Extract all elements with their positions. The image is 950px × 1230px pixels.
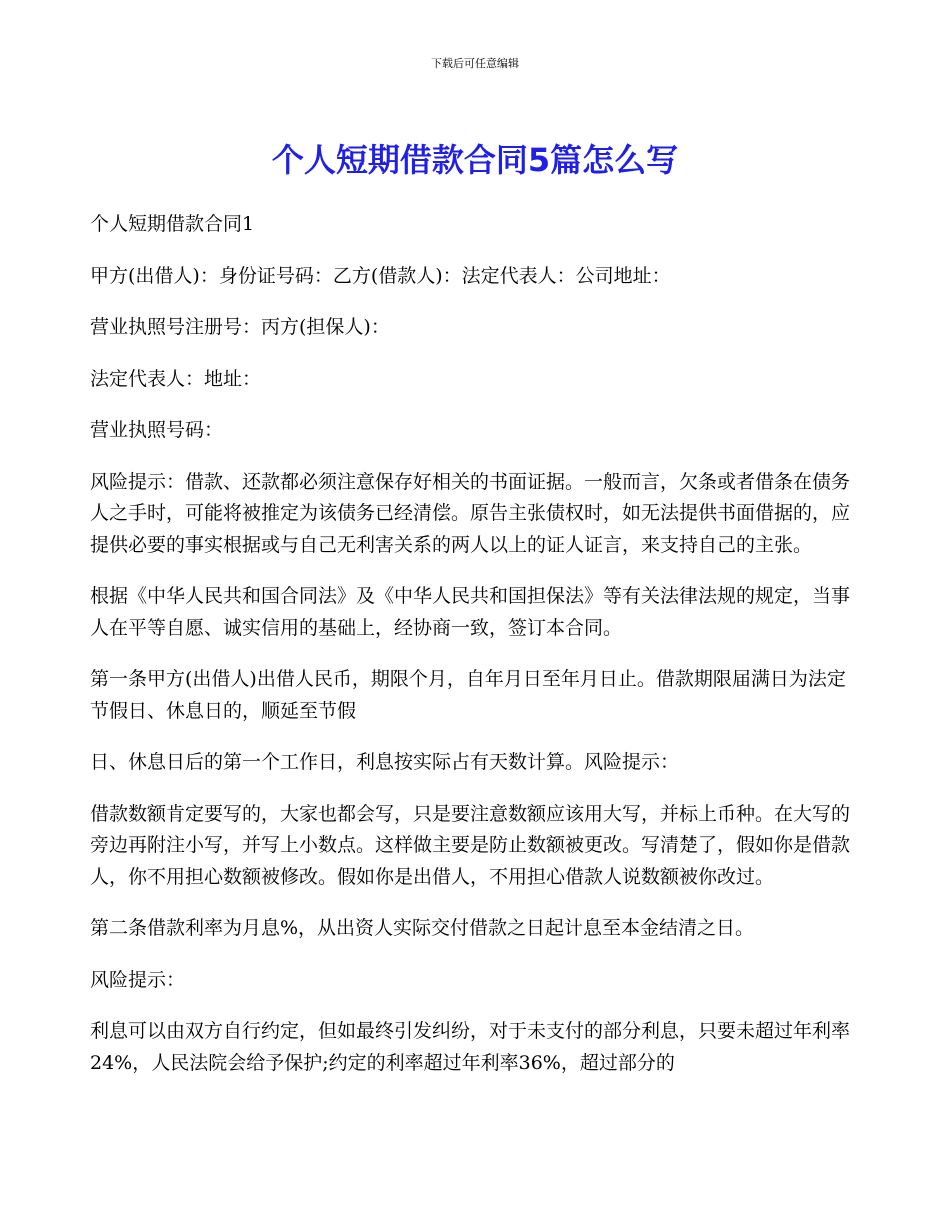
header-note: 下载后可任意编辑 <box>431 57 519 70</box>
paragraph-article-two: 第二条借款利率为月息%，从出资人实际交付借款之日起计息至本金结清之日。 <box>90 917 755 939</box>
paragraph-license-number: 营业执照号码： <box>90 419 224 441</box>
document-title: 个人短期借款合同5篇怎么写 <box>271 141 679 179</box>
paragraph-risk-evidence: 风险提示：借款、还款都必须注意保存好相关的书面证据。一般而言，欠条或者借条在债务人之手时，可能将被推定为该债务已经清偿。原告主张债权时，如无法提供书面借据的，应提供必要的事实根据或与自己无利害关系的两人以上的证人证言，来支持自己的主张。 <box>90 470 851 556</box>
paragraph-parties: 甲方(出借人)：身份证号码：乙方(借款人)：法定代表人：公司地址： <box>90 264 671 287</box>
paragraph-article-one: 第一条甲方(出借人)出借人民币，期限个月，自年月日至年月日止。借款期限届满日为法定节假日、休息日的，顺延至节假 <box>90 668 846 722</box>
paragraph-representative-address: 法定代表人：地址： <box>90 367 262 390</box>
paragraph-risk-label: 风险提示： <box>90 968 186 991</box>
paragraph-license-guarantor: 营业执照号注册号：丙方(担保人)： <box>90 316 390 338</box>
paragraph-risk-interest: 利息可以由双方自行约定，但如最终引发纠纷，对于未支付的部分利息，只要未超过年利率24%，人民法院会给予保护;约定的利率超过年利率36%，超过部分的 <box>90 1020 851 1074</box>
document-body <box>90 209 860 1099</box>
paragraph-risk-amount: 借款数额肯定要写的，大家也都会写，只是要注意数额应该用大写，并标上币种。在大写的旁边再附注小写，并写上小数点。这样做主要是防止数额被更改。写清楚了，假如你是借款人，你不用担心数额被修改。假如你是出借人，不用担心借款人说数额被你改过。 <box>90 802 851 888</box>
paragraph-contract-heading: 个人短期借款合同1 <box>90 213 255 235</box>
paragraph-article-one-continued: 日、休息日后的第一个工作日，利息按实际占有天数计算。风险提示： <box>90 751 680 773</box>
paragraph-legal-basis: 根据《中华人民共和国合同法》及《中华人民共和国担保法》等有关法律法规的规定，当事人在平等自愿、诚实信用的基础上，经协商一致，签订本合同。 <box>90 585 851 639</box>
